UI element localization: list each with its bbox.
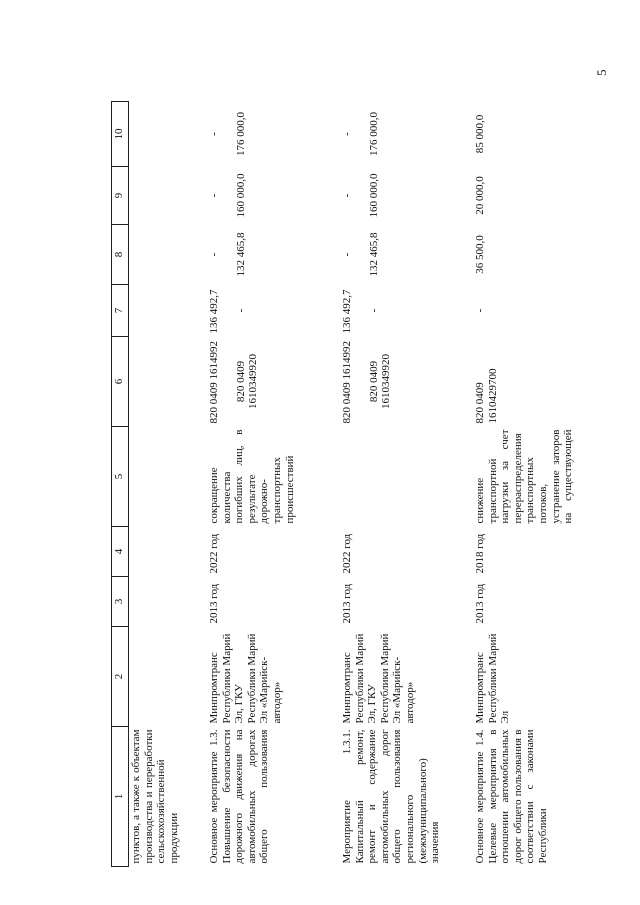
col-header-5: 5 (112, 427, 129, 527)
cell-measure: пунктов, а также к объектам производства и переработки сельскохозяйственной продукции (130, 729, 180, 864)
cell-result: снижение транспортной нагрузки за счет перераспределения транспортных потоков, устранение заторов на существующей (474, 429, 575, 524)
page-number: 5 (594, 69, 609, 76)
budget-code-a: 820 0409 1614992 (208, 341, 220, 424)
value-9a: - (208, 193, 220, 198)
cell-value-7: - (474, 308, 486, 313)
col-header-8: 8 (112, 225, 129, 285)
cell-end-year: 2022 год (208, 533, 220, 574)
budget-code-b: 820 0409 1610349920 (367, 354, 393, 409)
value-8b: 132 465,8 (367, 232, 380, 277)
budget-table (111, 101, 595, 867)
table-row (473, 102, 595, 867)
cell-value-7 (340, 285, 473, 337)
rotated-table-wrapper (111, 102, 603, 867)
budget-code-b: 820 0409 1610349920 (234, 354, 260, 409)
cell-budget-code (340, 337, 473, 427)
cell-value-10 (207, 102, 340, 167)
cell-value-10 (340, 102, 473, 167)
cell-start-year: 2013 год (341, 583, 353, 624)
cell-start-year: 2013 год (474, 583, 486, 624)
cell-value-8 (207, 225, 340, 285)
table-row (207, 102, 340, 867)
col-header-6: 6 (112, 337, 129, 427)
cell-end-year: 2022 год (341, 533, 353, 574)
cell-value-9 (340, 167, 473, 225)
value-10b: 176 000,0 (367, 112, 380, 156)
value-8a: - (208, 252, 220, 257)
cell-executor: Минпромтранс Республики Марий Эл, ГКУ Республики Марий Эл «Марийск-автодор» (208, 633, 283, 724)
cell-budget-code (207, 337, 340, 427)
cell-start-year: 2013 год (208, 583, 220, 624)
col-header-9: 9 (112, 167, 129, 225)
value-10b: 176 000,0 (234, 112, 247, 156)
value-7a: 136 492,7 (341, 289, 353, 334)
col-header-3: 3 (112, 577, 129, 627)
value-9b: 160 000,0 (234, 173, 247, 218)
budget-code-a: 820 0409 1614992 (341, 341, 353, 424)
cell-executor: Минпромтранс Республики Марий Эл, ГКУ Республики Марий Эл «Марийск-автодор» (341, 633, 416, 724)
header-row (112, 102, 129, 867)
cell-value-8: 36 500,0 (474, 235, 486, 274)
cell-budget-code: 820 0409 1610429700 (474, 368, 499, 424)
value-9b: 160 000,0 (367, 173, 380, 218)
cell-measure: Основное мероприятие 1.4. Целевые мероприятия в отношении автомобильных дорог общего пользования в соответствии с законами Республики (474, 729, 549, 864)
cell-value-7 (207, 285, 340, 337)
value-7b: - (367, 308, 380, 313)
cell-result (340, 427, 473, 527)
cell-measure: Основное мероприятие 1.3. Повышение безопасности дорожного движения на автомобильных дорогах общего пользования (208, 729, 271, 864)
col-header-2: 2 (112, 627, 129, 727)
value-10a: - (208, 132, 220, 136)
cell-measure: Мероприятие 1.3.1. Капитальный ремонт, ремонт и содержание автомобильных дорог общего пользования регионального (межмуниципального) значения (341, 729, 442, 864)
value-8b: 132 465,8 (234, 232, 247, 277)
value-10a: - (341, 132, 353, 136)
cell-executor: Минпромтранс Республики Марий Эл (474, 633, 512, 724)
cell-result: сокращение количества погибших лиц, в результате дорожно-транспортных происшествий (208, 429, 296, 524)
value-7b: - (234, 308, 247, 313)
table-row (340, 102, 473, 867)
col-header-1: 1 (112, 727, 129, 867)
cell-value-10: 85 000,0 (474, 114, 486, 154)
col-header-4: 4 (112, 527, 129, 577)
cell-value-9 (207, 167, 340, 225)
cell-value-8 (340, 225, 473, 285)
value-9a: - (341, 193, 353, 198)
col-header-7: 7 (112, 285, 129, 337)
value-7a: 136 492,7 (208, 289, 220, 334)
cell-end-year: 2018 год (474, 533, 486, 574)
value-8a: - (341, 252, 353, 257)
table-row (129, 102, 208, 867)
col-header-10: 10 (112, 102, 129, 167)
cell-value-9: 20 000,0 (474, 176, 486, 215)
